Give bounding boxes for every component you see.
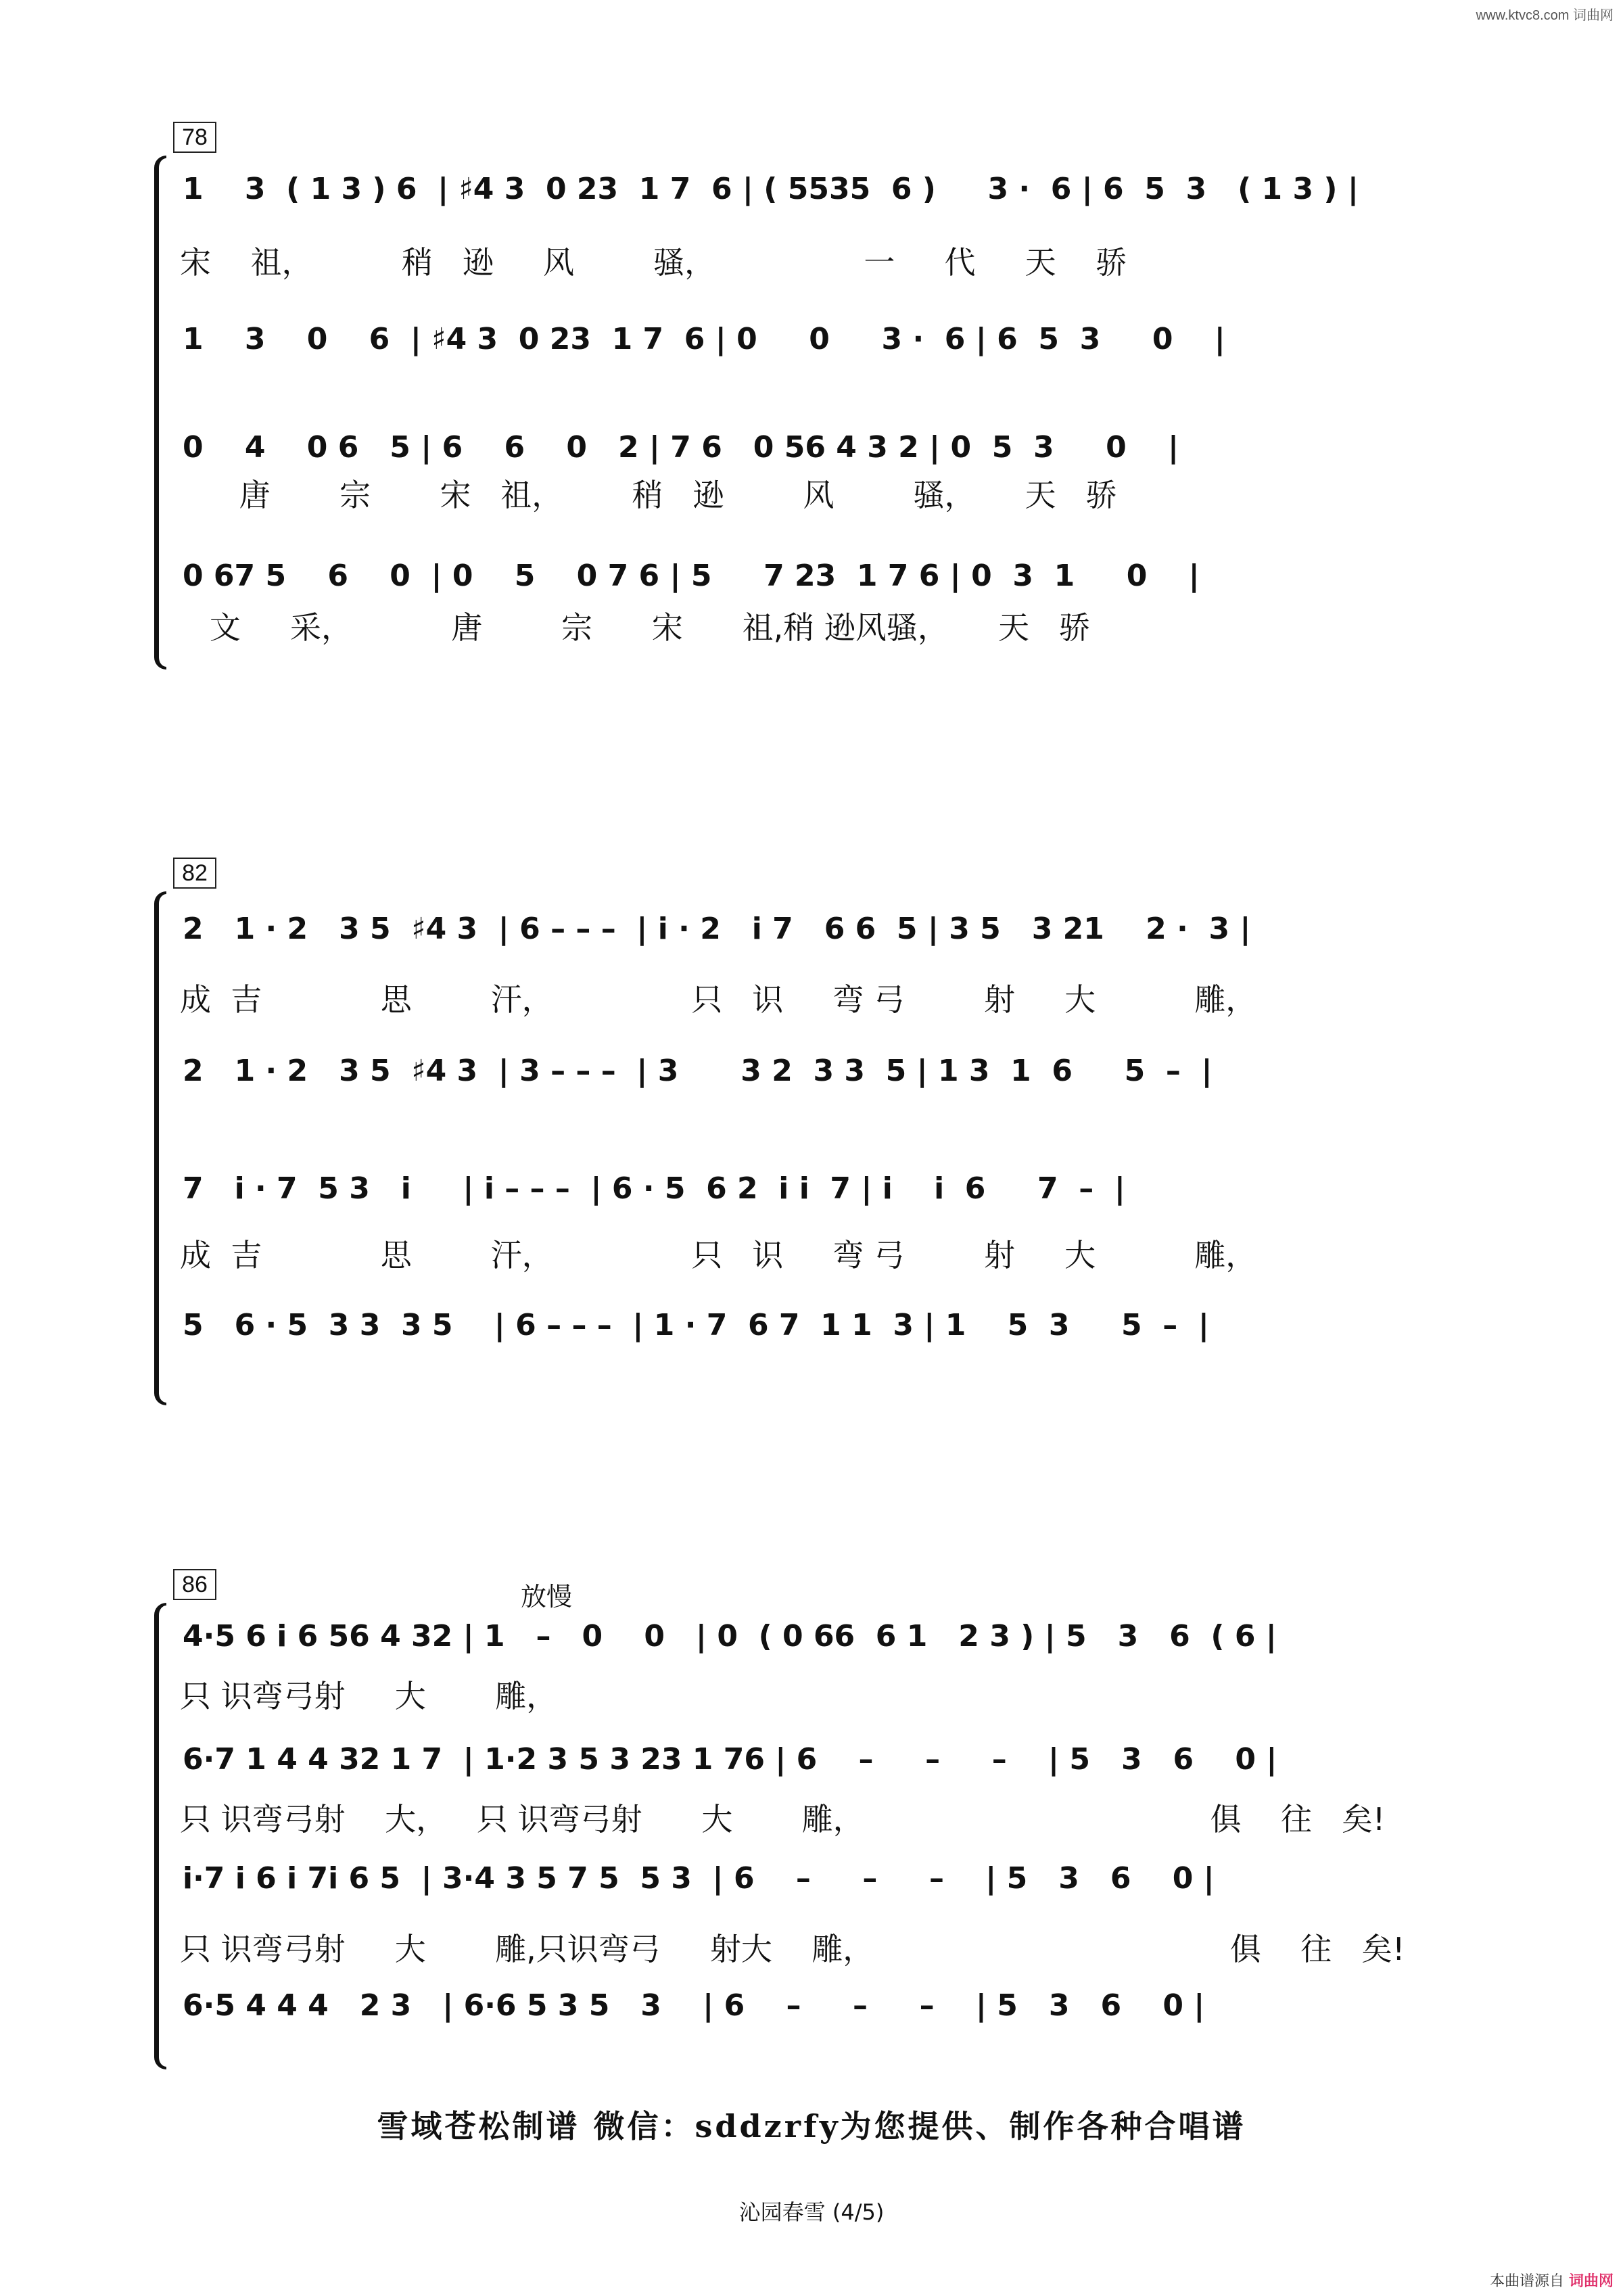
notes-line: 0 67 5 6 0 | 0 5 0 7 6 | 5 7 23 1 7 6 | 0 3 1 0 | xyxy=(183,559,1200,593)
notes-line: 6·7 1 4 4 32 1 7 | 1·2 3 5 3 23 1 76 | 6 – – – | 5 3 6 0 | xyxy=(183,1742,1277,1777)
measure-number: 86 xyxy=(173,1569,216,1600)
site-url[interactable]: www.ktvc8.com 词曲网 xyxy=(1476,8,1614,23)
lyrics-line: 唐 宗 宋 祖， 稍 逊 风 骚， 天 骄 xyxy=(180,477,1117,513)
bass-notes xyxy=(0,556,1623,596)
lyrics-line: 只 识弯弓射 大， 只 识弯弓射 大 雕， 俱 往 矣! xyxy=(180,1801,1386,1837)
notes-line: 6·5 4 4 4 2 3 | 6·6 5 3 5 3 | 6 – – – | 5 3 6 0 | xyxy=(183,1988,1205,2023)
notes-line: 7 i · 7 5 3 i | i – – – | 6 · 5 6 2 i i 7 | i i 6 7 – | xyxy=(183,1171,1125,1206)
lyrics-line: 成 吉 思 汗， 只 识 弯 弓 射 大 雕， xyxy=(180,981,1257,1018)
lyrics-line: 只 识弯弓射 大 雕,只识弯弓 射大 雕， 俱 往 矣! xyxy=(180,1931,1405,1967)
soprano-notes xyxy=(0,169,1623,210)
measure-number: 82 xyxy=(173,858,216,889)
tempo-mark: 放慢 xyxy=(521,1582,573,1612)
notes-line: 2 1 · 2 3 5 ♯4 3 | 6 – – – | i · 2 i 7 6 6 5 | 3 5 3 21 2 · 3 | xyxy=(183,912,1251,946)
lyrics-line: 成 吉 思 汗， 只 识 弯 弓 射 大 雕， xyxy=(180,1237,1257,1273)
soprano-lyrics xyxy=(0,979,1623,1020)
lyrics-line: 宋 祖， 稍 逊 风 骚， 一 代 天 骄 xyxy=(180,244,1127,281)
tenor-notes xyxy=(0,427,1623,468)
source-prefix: 本曲谱源自 xyxy=(1489,2273,1564,2290)
notes-line: i·7 i 6 i 7i 6 5 | 3·4 3 5 7 5 5 3 | 6 – – – | 5 3 6 0 | xyxy=(183,1861,1215,1896)
tenor-notes xyxy=(0,1169,1623,1209)
notes-line: 4·5 6 i 6 56 4 32 | 1 – 0 0 | 0 ( 0 66 6 1 2 3 ) | 5 3 6 ( 6 | xyxy=(183,1619,1277,1654)
alto-notes xyxy=(0,319,1623,360)
notes-line: 1 3 ( 1 3 ) 6 | ♯4 3 0 23 1 7 6 | ( 5535 6 ) 3 · 6 | 6 5 3 ( 1 3 ) | xyxy=(183,172,1359,206)
arranger-credit: 雪域苍松制谱 微信：sddzrfy为您提供、制作各种合唱谱 xyxy=(377,2108,1246,2145)
notes-line: 0 4 0 6 5 | 6 6 0 2 | 7 6 0 56 4 3 2 | 0 5 3 0 | xyxy=(183,430,1179,465)
tenor-lyrics xyxy=(0,1235,1623,1275)
bass-notes xyxy=(0,1305,1623,1346)
measure-number: 78 xyxy=(173,122,216,153)
alto-lyrics xyxy=(0,1799,1623,1840)
tenor-lyrics xyxy=(0,1929,1623,1969)
soprano-lyrics xyxy=(0,242,1623,283)
notes-line: 1 3 0 6 | ♯4 3 0 23 1 7 6 | 0 0 3 · 6 | 6 5 3 0 | xyxy=(183,322,1225,356)
source-attribution[interactable] xyxy=(1490,2270,1614,2291)
alto-notes xyxy=(0,1051,1623,1092)
notes-line: 5 6 · 5 3 3 3 5 | 6 – – – | 1 · 7 6 7 1 1 3 | 1 5 3 5 – | xyxy=(183,1308,1209,1342)
notes-line: 2 1 · 2 3 5 ♯4 3 | 3 – – – | 3 3 2 3 3 5 | 1 3 1 6 5 – | xyxy=(183,1054,1213,1088)
bass-notes xyxy=(0,1986,1623,2026)
lyrics-line: 文 采， 唐 宗 宋 祖,稍 逊风骚， 天 骄 xyxy=(180,609,1090,646)
alto-notes xyxy=(0,1739,1623,1780)
soprano-lyrics xyxy=(0,1676,1623,1716)
page-title: 沁园春雪 (4/5) xyxy=(738,2199,885,2225)
lyrics-line: 只 识弯弓射 大 雕， xyxy=(180,1678,558,1714)
tenor-lyrics xyxy=(0,475,1623,515)
tenor-notes xyxy=(0,1858,1623,1899)
bass-lyrics xyxy=(0,607,1623,648)
source-brand-logo[interactable]: 词曲网 xyxy=(1568,2273,1614,2290)
soprano-notes xyxy=(0,909,1623,950)
soprano-notes xyxy=(0,1616,1623,1657)
